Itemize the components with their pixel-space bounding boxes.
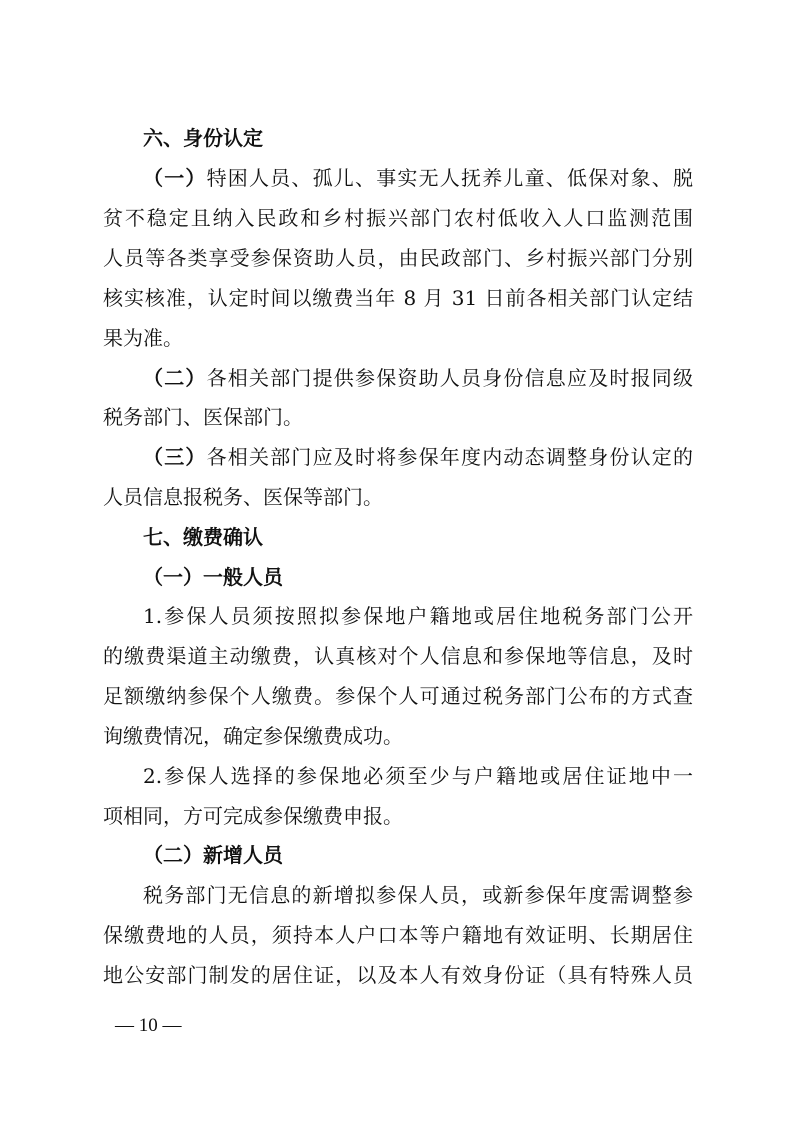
paragraph-line: 人员信息报税务、医保等部门。 — [103, 485, 383, 509]
paragraph-text: 特困人员、孤儿、事实无人抚养儿童、低保对象、脱 — [206, 166, 694, 190]
item-marker: （二） — [143, 366, 207, 390]
subsection-heading: （二）新增人员 — [143, 843, 283, 867]
paragraph-line: 的缴费渠道主动缴费，认真核对个人信息和参保地等信息，及时 — [103, 644, 693, 668]
paragraph-line: 2.参保人选择的参保地必须至少与户籍地或居住证地中一 — [143, 764, 693, 788]
paragraph-text: 各相关部门提供参保资助人员身份信息应及时报同级 — [206, 366, 694, 390]
section-heading-payment: 七、缴费确认 — [143, 525, 263, 549]
section-heading-identity: 六、身份认定 — [143, 126, 263, 150]
paragraph-line: 足额缴纳参保个人缴费。参保个人可通过税务部门公布的方式查 — [103, 684, 693, 708]
paragraph-line: 人员等各类享受参保资助人员，由民政部门、乡村振兴部门分别 — [103, 246, 693, 270]
item-marker: （三） — [143, 445, 207, 469]
subsection-heading: （一）一般人员 — [143, 565, 283, 589]
paragraph-line: 1.参保人员须按照拟参保地户籍地或居住地税务部门公开 — [143, 604, 693, 628]
item-marker: （一） — [143, 166, 207, 190]
paragraph-line: 核实核准，认定时间以缴费当年 8 月 31 日前各相关部门认定结 — [103, 286, 693, 310]
paragraph-line: 询缴费情况，确定参保缴费成功。 — [103, 724, 403, 748]
paragraph-line: 地公安部门制发的居住证，以及本人有效身份证（具有特殊人员 — [103, 963, 693, 987]
paragraph-line — [143, 363, 693, 393]
paragraph-line: 项相同，方可完成参保缴费申报。 — [103, 804, 403, 828]
paragraph-line: 税务部门无信息的新增拟参保人员，或新参保年度需调整参 — [143, 883, 693, 907]
paragraph-line: 果为准。 — [103, 326, 183, 350]
paragraph-line: 贫不稳定且纳入民政和乡村振兴部门农村低收入人口监测范围 — [103, 206, 693, 230]
paragraph-line: 税务部门、医保部门。 — [103, 405, 303, 429]
paragraph-text: 各相关部门应及时将参保年度内动态调整身份认定的 — [206, 445, 694, 469]
page-number: — 10 — — [115, 1015, 182, 1036]
paragraph-line — [143, 163, 693, 193]
paragraph-line — [143, 442, 693, 472]
paragraph-line: 保缴费地的人员，须持本人户口本等户籍地有效证明、长期居住 — [103, 923, 693, 947]
